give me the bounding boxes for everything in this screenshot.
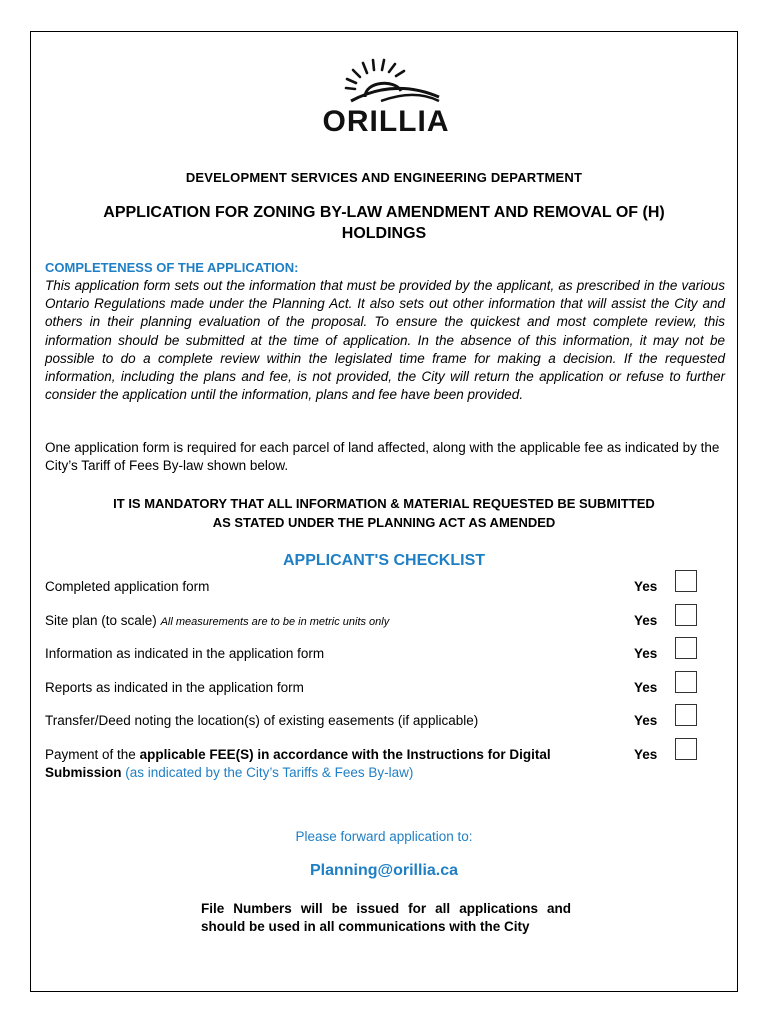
department-heading: DEVELOPMENT SERVICES AND ENGINEERING DEPARTMENT — [185, 170, 583, 185]
orillia-logo — [311, 57, 461, 142]
yes-label: Yes — [634, 579, 658, 594]
checklist-label: Completed application form — [45, 579, 210, 594]
checklist-label: Information as indicated in the application form — [45, 646, 325, 661]
completeness-heading: COMPLETENESS OF THE APPLICATION: — [45, 260, 299, 275]
checklist-label: Transfer/Deed noting the location(s) of existing easements (if applicable) — [45, 713, 479, 728]
checklist-label: Reports as indicated in the application form — [45, 680, 304, 695]
payment-fee-label: applicable FEE(S) in accordance with the Instructions for Digital Submission — [45, 747, 551, 780]
site-plan-label: Site plan (to scale) — [45, 613, 157, 628]
forward-instruction: Please forward application to: — [295, 829, 473, 844]
sun-wave-icon — [311, 57, 461, 107]
checklist-title: APPLICANT'S CHECKLIST — [282, 552, 486, 569]
fee-paragraph: One application form is required for each parcel of land affected, along with the applicable fee as indicated by the City’s Tariff of Fees By-law shown below. — [45, 440, 720, 473]
mandatory-line-2: AS STATED UNDER THE PLANNING ACT AS AMENDED — [212, 515, 556, 530]
checkbox-information[interactable] — [675, 637, 697, 659]
mandatory-notice — [31, 494, 737, 532]
yes-label: Yes — [634, 680, 658, 695]
payment-tariff-note: (as indicated by the City’s Tariffs & Fees By-law) — [121, 765, 414, 780]
yes-label: Yes — [634, 747, 658, 762]
payment-label: Payment of the — [45, 747, 140, 762]
site-plan-note: All measurements are to be in metric units only — [160, 616, 390, 628]
file-number-note: File Numbers will be issued for all applications and should be used in all communications with the City — [201, 901, 571, 934]
checklist-label — [45, 612, 605, 631]
logo-wordmark: ORILLIA — [322, 105, 450, 138]
checkbox-transfer-deed[interactable] — [675, 704, 697, 726]
form-page — [30, 31, 738, 992]
page-title: APPLICATION FOR ZONING BY-LAW AMENDMENT AND REMOVAL OF (H) HOLDINGS — [103, 204, 665, 242]
yes-label: Yes — [634, 646, 658, 661]
checkbox-application-form[interactable] — [675, 570, 697, 592]
planning-email-link[interactable]: Planning@orillia.ca — [309, 862, 459, 879]
checkbox-reports[interactable] — [675, 671, 697, 693]
mandatory-line-1: IT IS MANDATORY THAT ALL INFORMATION & MATERIAL REQUESTED BE SUBMITTED — [113, 496, 655, 511]
yes-label: Yes — [634, 613, 658, 628]
checkbox-payment[interactable] — [675, 738, 697, 760]
completeness-paragraph: This application form sets out the information that must be provided by the applicant, as prescribed in the various Ontario Regulations made under the Planning Act. It also sets out other information that will assist the City and others in their planning evaluation of the proposal. To ensure the quickest and most complete review, this information should be submitted at the time of application. In the absence of this information, it may not be possible to do a complete review within the legislated time frame for making a decision. If the requested information, including the plans and fee, is not provided, the City will return the application or refuse to further consider the application until the information, plans and fee have been provided. — [45, 278, 725, 403]
checkbox-site-plan[interactable] — [675, 604, 697, 626]
yes-label: Yes — [634, 713, 658, 728]
checklist-label — [45, 746, 605, 782]
